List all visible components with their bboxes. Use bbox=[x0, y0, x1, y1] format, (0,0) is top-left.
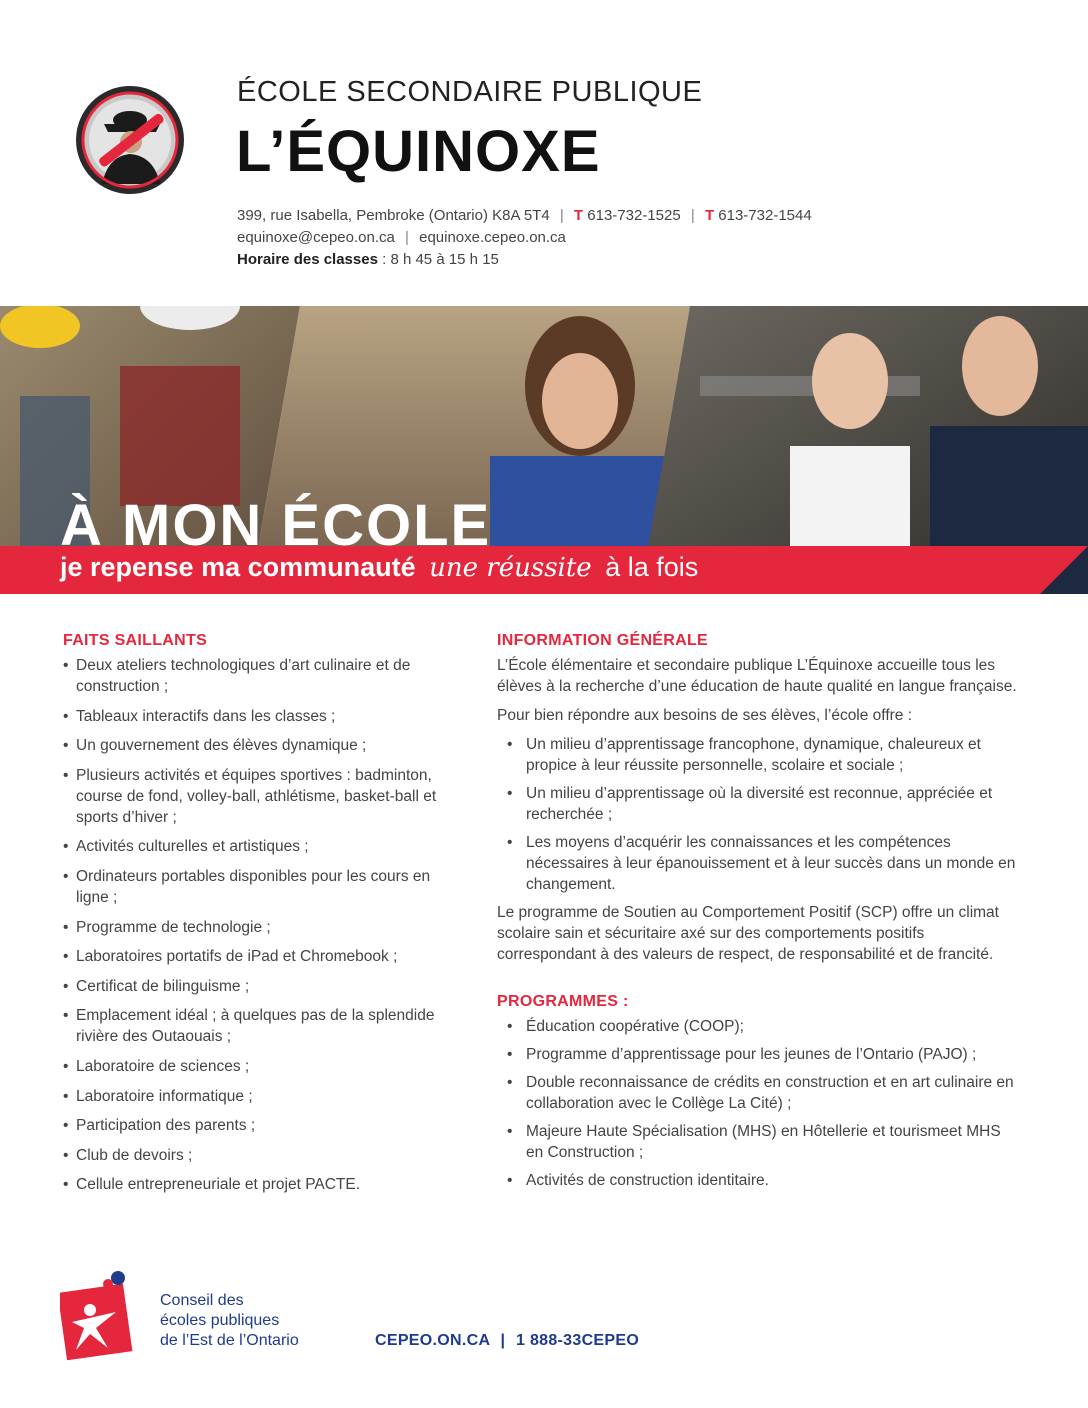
general-info-column bbox=[497, 630, 1017, 1198]
list-item: • Laboratoire informatique ; bbox=[63, 1086, 448, 1107]
board-line-3: de l’Est de l’Ontario bbox=[160, 1332, 299, 1349]
phone-prefix-1: T bbox=[573, 207, 584, 224]
list-item: • Activités culturelles et artistiques ; bbox=[63, 836, 448, 857]
highlights-list bbox=[63, 655, 448, 1195]
general-closing: Le programme de Soutien au Comportement Positif (SCP) offre un climat scolaire sain et sécuritaire axé sur des comportements positifs correspondant à des valeurs de respect, de responsabilité et de francité. bbox=[497, 904, 999, 963]
phone-prefix-2: T bbox=[704, 207, 715, 224]
plaid-shirt bbox=[120, 366, 240, 506]
board-line-2: écoles publiques bbox=[160, 1312, 280, 1329]
address: 399, rue Isabella, Pembroke (Ontario) K8A 5T4 bbox=[237, 207, 550, 224]
tagline-end: à la fois bbox=[605, 552, 699, 582]
list-item: • Club de devoirs ; bbox=[63, 1145, 448, 1166]
list-item: • Deux ateliers technologiques d’art culinaire et de construction ; bbox=[63, 655, 448, 697]
board-line-1: Conseil des bbox=[160, 1292, 244, 1309]
chef-face-2 bbox=[962, 316, 1038, 416]
list-item: • Un gouvernement des élèves dynamique ; bbox=[63, 735, 448, 756]
footer-contact bbox=[375, 1332, 639, 1350]
list-item: • Certificat de bilinguisme ; bbox=[63, 976, 448, 997]
footer-separator: | bbox=[500, 1332, 506, 1349]
general-list bbox=[497, 734, 1017, 895]
phone-2[interactable]: 613-732-1544 bbox=[718, 207, 812, 224]
list-item: • Cellule entrepreneuriale et projet PACTE. bbox=[63, 1174, 448, 1195]
list-item: • Laboratoires portatifs de iPad et Chromebook ; bbox=[63, 946, 448, 967]
tagline-script: une réussite bbox=[429, 553, 592, 583]
list-item: • Participation des parents ; bbox=[63, 1115, 448, 1136]
highlights-column bbox=[63, 630, 448, 1204]
programs-title: PROGRAMMES : bbox=[497, 993, 629, 1010]
general-info-title: INFORMATION GÉNÉRALE bbox=[497, 632, 709, 649]
list-item: • Programme de technologie ; bbox=[63, 917, 448, 938]
footer-phone[interactable]: 1 888-33CEPEO bbox=[516, 1332, 640, 1349]
hours-label: Horaire des classes bbox=[237, 251, 378, 268]
hero-headline: À MON ÉCOLE bbox=[60, 493, 492, 558]
footer-website-link[interactable]: CEPEO.ON.CA bbox=[375, 1332, 490, 1349]
list-item: • Éducation coopérative (COOP); bbox=[497, 1016, 1017, 1037]
phone-1[interactable]: 613-732-1525 bbox=[587, 207, 681, 224]
school-name: L’ÉQUINOXE bbox=[236, 119, 601, 184]
hours-value: : 8 h 45 à 15 h 15 bbox=[382, 251, 499, 268]
contact-line-address: 399, rue Isabella, Pembroke (Ontario) K8A 5T4 | T 613-732-1525 | T 613-732-1544 bbox=[237, 207, 812, 224]
list-item: • Plusieurs activités et équipes sportives : badminton, course de fond, volley-ball, athlétisme, basket-ball et sports d’hiver ; bbox=[63, 765, 448, 828]
student-face bbox=[542, 353, 618, 449]
general-intro: L’École élémentaire et secondaire publique L’Équinoxe accueille tous les élèves à la recherche d’une éducation de haute qualité en langue française. bbox=[497, 657, 1017, 695]
email-link[interactable]: equinoxe@cepeo.on.ca bbox=[237, 229, 395, 246]
board-name bbox=[160, 1291, 299, 1351]
contact-block bbox=[237, 205, 812, 271]
list-item: • Un milieu d’apprentissage francophone, dynamique, chaleureux et propice à leur réussite personnelle, scolaire et sociale ; bbox=[497, 734, 1017, 776]
list-item: • Majeure Haute Spécialisation (MHS) en Hôtellerie et tourismeet MHS en Construction ; bbox=[497, 1121, 1017, 1163]
list-item: • Les moyens d’acquérir les connaissances et les compétences nécessaires à leur épanouissement et à leur succès dans un monde en changement. bbox=[497, 832, 1017, 895]
highlights-title: FAITS SAILLANTS bbox=[63, 632, 208, 649]
list-item: • Tableaux interactifs dans les classes ; bbox=[63, 706, 448, 727]
list-item: • Activités de construction identitaire. bbox=[497, 1170, 1017, 1191]
list-item: • Ordinateurs portables disponibles pour les cours en ligne ; bbox=[63, 866, 448, 908]
tagline-bold: je repense ma communauté bbox=[60, 552, 416, 582]
cepeo-logo bbox=[60, 1270, 138, 1360]
school-type: ÉCOLE SECONDAIRE PUBLIQUE bbox=[237, 76, 703, 108]
list-item: • Double reconnaissance de crédits en construction et en art culinaire en collaboration avec le Collège La Cité) ; bbox=[497, 1072, 1017, 1114]
chef-face-1 bbox=[812, 333, 888, 429]
website-link[interactable]: equinoxe.cepeo.on.ca bbox=[419, 229, 566, 246]
list-item: • Laboratoire de sciences ; bbox=[63, 1056, 448, 1077]
hero-tagline bbox=[60, 552, 698, 583]
school-crest-logo bbox=[74, 84, 186, 196]
programs-list bbox=[497, 1016, 1017, 1191]
hard-hat-1 bbox=[0, 306, 80, 348]
list-item: • Un milieu d’apprentissage où la diversité est reconnue, appréciée et recherchée ; bbox=[497, 783, 1017, 825]
list-item: • Programme d’apprentissage pour les jeunes de l’Ontario (PAJO) ; bbox=[497, 1044, 1017, 1065]
contact-line-hours bbox=[237, 249, 812, 271]
general-lead: Pour bien répondre aux besoins de ses élèves, l’école offre : bbox=[497, 707, 913, 724]
contact-line-web: equinoxe@cepeo.on.ca | equinoxe.cepeo.on.ca bbox=[237, 229, 566, 246]
list-item: • Emplacement idéal ; à quelques pas de la splendide rivière des Outaouais ; bbox=[63, 1005, 448, 1047]
